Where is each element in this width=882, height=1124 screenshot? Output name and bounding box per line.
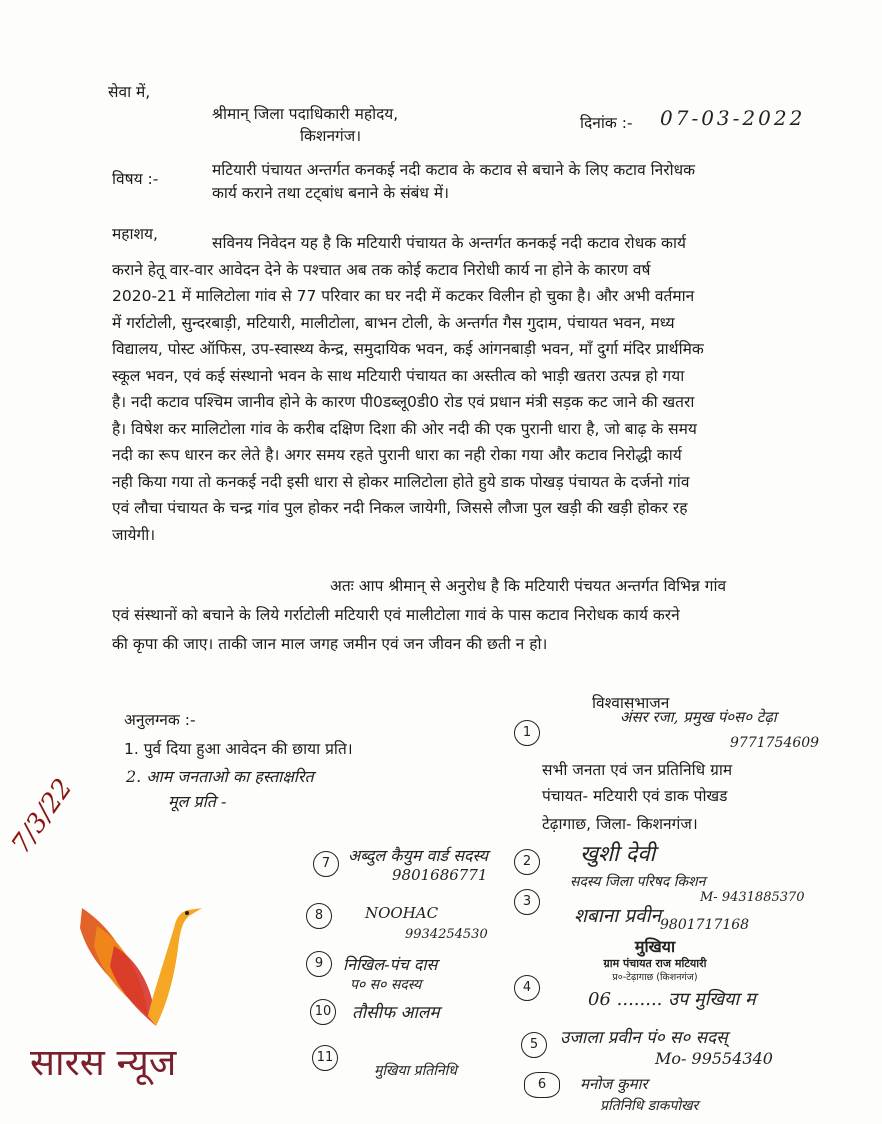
signature-text: निखिल-पंच दास [343, 955, 438, 974]
signature-number: 11 [312, 1045, 338, 1071]
signature-number: 2 [514, 849, 540, 875]
signature-phone: M- 9431885370 [700, 890, 805, 905]
body-line: विद्यालय, पोस्ट ऑफिस, उप-स्वास्थ्य केन्द्र, समुदायिक भवन, कई आंगनबाड़ी भवन, माँ दुर्गा मंदिर प्रार्थमिक [112, 340, 704, 358]
signature-text: अंसर रजा, प्रमुख पं०स० टेढ़ा [620, 708, 777, 726]
signature-text: सदस्य जिला परिषद किशन [570, 874, 706, 890]
signature-text: 06 ........ उप मुखिया म [588, 989, 756, 1010]
signature-number: 9 [306, 951, 332, 977]
request-line: की कृपा की जाए। ताकी जान माल जगह जमीन एवं जन जीवन की छती न हो। [112, 635, 548, 653]
stamp-line1: ग्राम पंचायत राज मटियारी [603, 957, 707, 970]
signature-text: मनोज कुमार [580, 1075, 648, 1093]
closing-line1: सभी जनता एवं जन प्रतिनिधि ग्राम [542, 761, 733, 779]
signature-phone: 9771754609 [730, 735, 820, 751]
subject-line2: कार्य कराने तथा टट्बांध बनाने के संबंध में। [212, 184, 450, 202]
signature-number: 4 [514, 975, 540, 1001]
watermark-text: सारस न्यूज [30, 1041, 177, 1084]
body-line: 2020-21 में मालिटोला गांव से 77 परिवार का घर नदी में कटकर विलीन हो चुका है। और अभी वर्तमान [112, 287, 695, 305]
date-value: 07-03-2022 [660, 106, 806, 130]
enclosure-item1: 1. पुर्व दिया हुआ आवेदन की छाया प्रति। [124, 740, 353, 758]
body-line: कराने हेतू वार-वार आवेदन देने के पश्चात अब तक कोई कटाव निरोधी कार्य ना होने के कारण वर्ष [112, 260, 651, 279]
bird-logo-icon [62, 888, 212, 1038]
signature-text: अब्दुल कैयुम वार्ड सदस्य [348, 846, 489, 865]
closing-line3: टेढ़ागाछ, जिला- किशनगंज। [542, 815, 698, 833]
request-paragraph [112, 572, 802, 659]
closing-label: विश्वासभाजन [592, 694, 670, 712]
stamp-title: मुखिया [634, 937, 676, 956]
signature-phone: 9801686771 [392, 866, 488, 884]
request-line: अतः आप श्रीमान् से अनुरोध है कि मटियारी पंचयत अन्तर्गत विभिन्न गांव [330, 577, 727, 595]
body-line: नही किया गया तो कनकई नदी इसी धारा से होकर मालिटोला होते हुये डाक पोखड़ पंचायत के दर्जनो गांव [112, 472, 690, 491]
signature-text: तौसीफ आलम [352, 1003, 440, 1023]
signature-text: खुशी देवी [580, 842, 656, 867]
recipient-line2: किशनगंज। [300, 127, 362, 145]
subject-label: विषय :- [112, 170, 159, 188]
enclosure-item2-line1: 2. आम जनताओ का हस्ताक्षरित [126, 767, 314, 786]
body-line: नदी का रूप धारन कर लेते है। अगर समय रहते पुरानी धारा का नही रोका गया और कटाव निरोद्धी कार्य [112, 446, 682, 464]
signature-number: 10 [310, 999, 336, 1025]
signature-text: मुखिया प्रतिनिधि [374, 1063, 457, 1079]
mukhiya-stamp [565, 938, 745, 984]
body-line: एवं लौचा पंचायत के चन्द्र गांव पुल होकर नदी निकल जायेगी, जिससे लौजा पुल खड़ी की खड़ी होकर रह [112, 499, 688, 517]
stamp-line2: प्र०-टेढ़ागाछ (किशनगंज) [612, 972, 698, 983]
body-line: है। नदी कटाव पश्चिम जानीव होने के कारण पी0डब्लू0डी0 रोड एवं प्रधान मंत्री सड़क कट जाने की खतरा [112, 393, 695, 411]
body-line: स्कूल भवन, एवं कई संस्थानो भवन के साथ मटियारी पंचायत का अस्तीत्व को भाड़ी खतरा उत्पन्न हो गया [112, 366, 685, 385]
body-line: सविनय निवेदन यह है कि मटियारी पंचायत के अन्तर्गत कनकई नदी कटाव रोधक कार्य [212, 234, 686, 252]
signature-number: 3 [514, 889, 540, 915]
margin-note: 7/3/22 [6, 773, 79, 860]
greeting: महाशय, [112, 225, 158, 243]
signature-phone: प० स० सदस्य [350, 977, 422, 993]
signature-phone: 9801717168 [660, 917, 750, 933]
signature-phone: 9934254530 [405, 927, 488, 942]
signature-number: 6 [524, 1072, 560, 1098]
signature-text: उजाला प्रवीन पं० स० सदस् [560, 1028, 728, 1048]
signature-number: 1 [514, 720, 540, 746]
body-paragraph [112, 230, 792, 548]
body-line: जायेगी। [112, 525, 156, 544]
signature-number: 5 [521, 1032, 547, 1058]
subject-line1: मटियारी पंचायत अन्तर्गत कनकई नदी कटाव के कटाव से बचाने के लिए कटाव निरोधक [212, 161, 696, 179]
signature-text: प्रतिनिधि डाकपोखर [600, 1098, 699, 1114]
request-line: एवं संस्थानों को बचाने के लिये गर्राटोली मटियारी एवं मालीटोला गावं के पास कटाव निरोधक कार्य करने [112, 606, 680, 624]
enclosure-label: अनुलग्नक :- [124, 711, 196, 729]
body-line: है। विषेश कर मालिटोला गांव के करीब दक्षिण दिशा की ओर नदी की एक पुरानी धारा है, जो बाढ़ के समय [112, 419, 697, 438]
date-label: दिनांक :- [580, 114, 633, 132]
body-line: में गर्राटोली, सुन्दरबाड़ी, मटियारी, मालीटोला, बाभन टोली, के अन्तर्गत गैस गुदाम, पंचायत भवन, मध्य [112, 313, 675, 332]
closing-line2: पंचायत- मटियारी एवं डाक पोखड [542, 787, 728, 805]
recipient-line1: श्रीमान् जिला पदाधिकारी महोदय, [212, 105, 399, 123]
signature-text: शबाना प्रवीन [574, 905, 662, 927]
signature-text: NOOHAC [365, 904, 439, 922]
salutation-to: सेवा में, [108, 83, 151, 101]
signature-phone: Mo- 99554340 [655, 1049, 773, 1068]
signature-number: 7 [313, 851, 339, 877]
enclosure-item2-line2: मूल प्रति - [168, 792, 227, 811]
signature-number: 8 [306, 903, 332, 929]
